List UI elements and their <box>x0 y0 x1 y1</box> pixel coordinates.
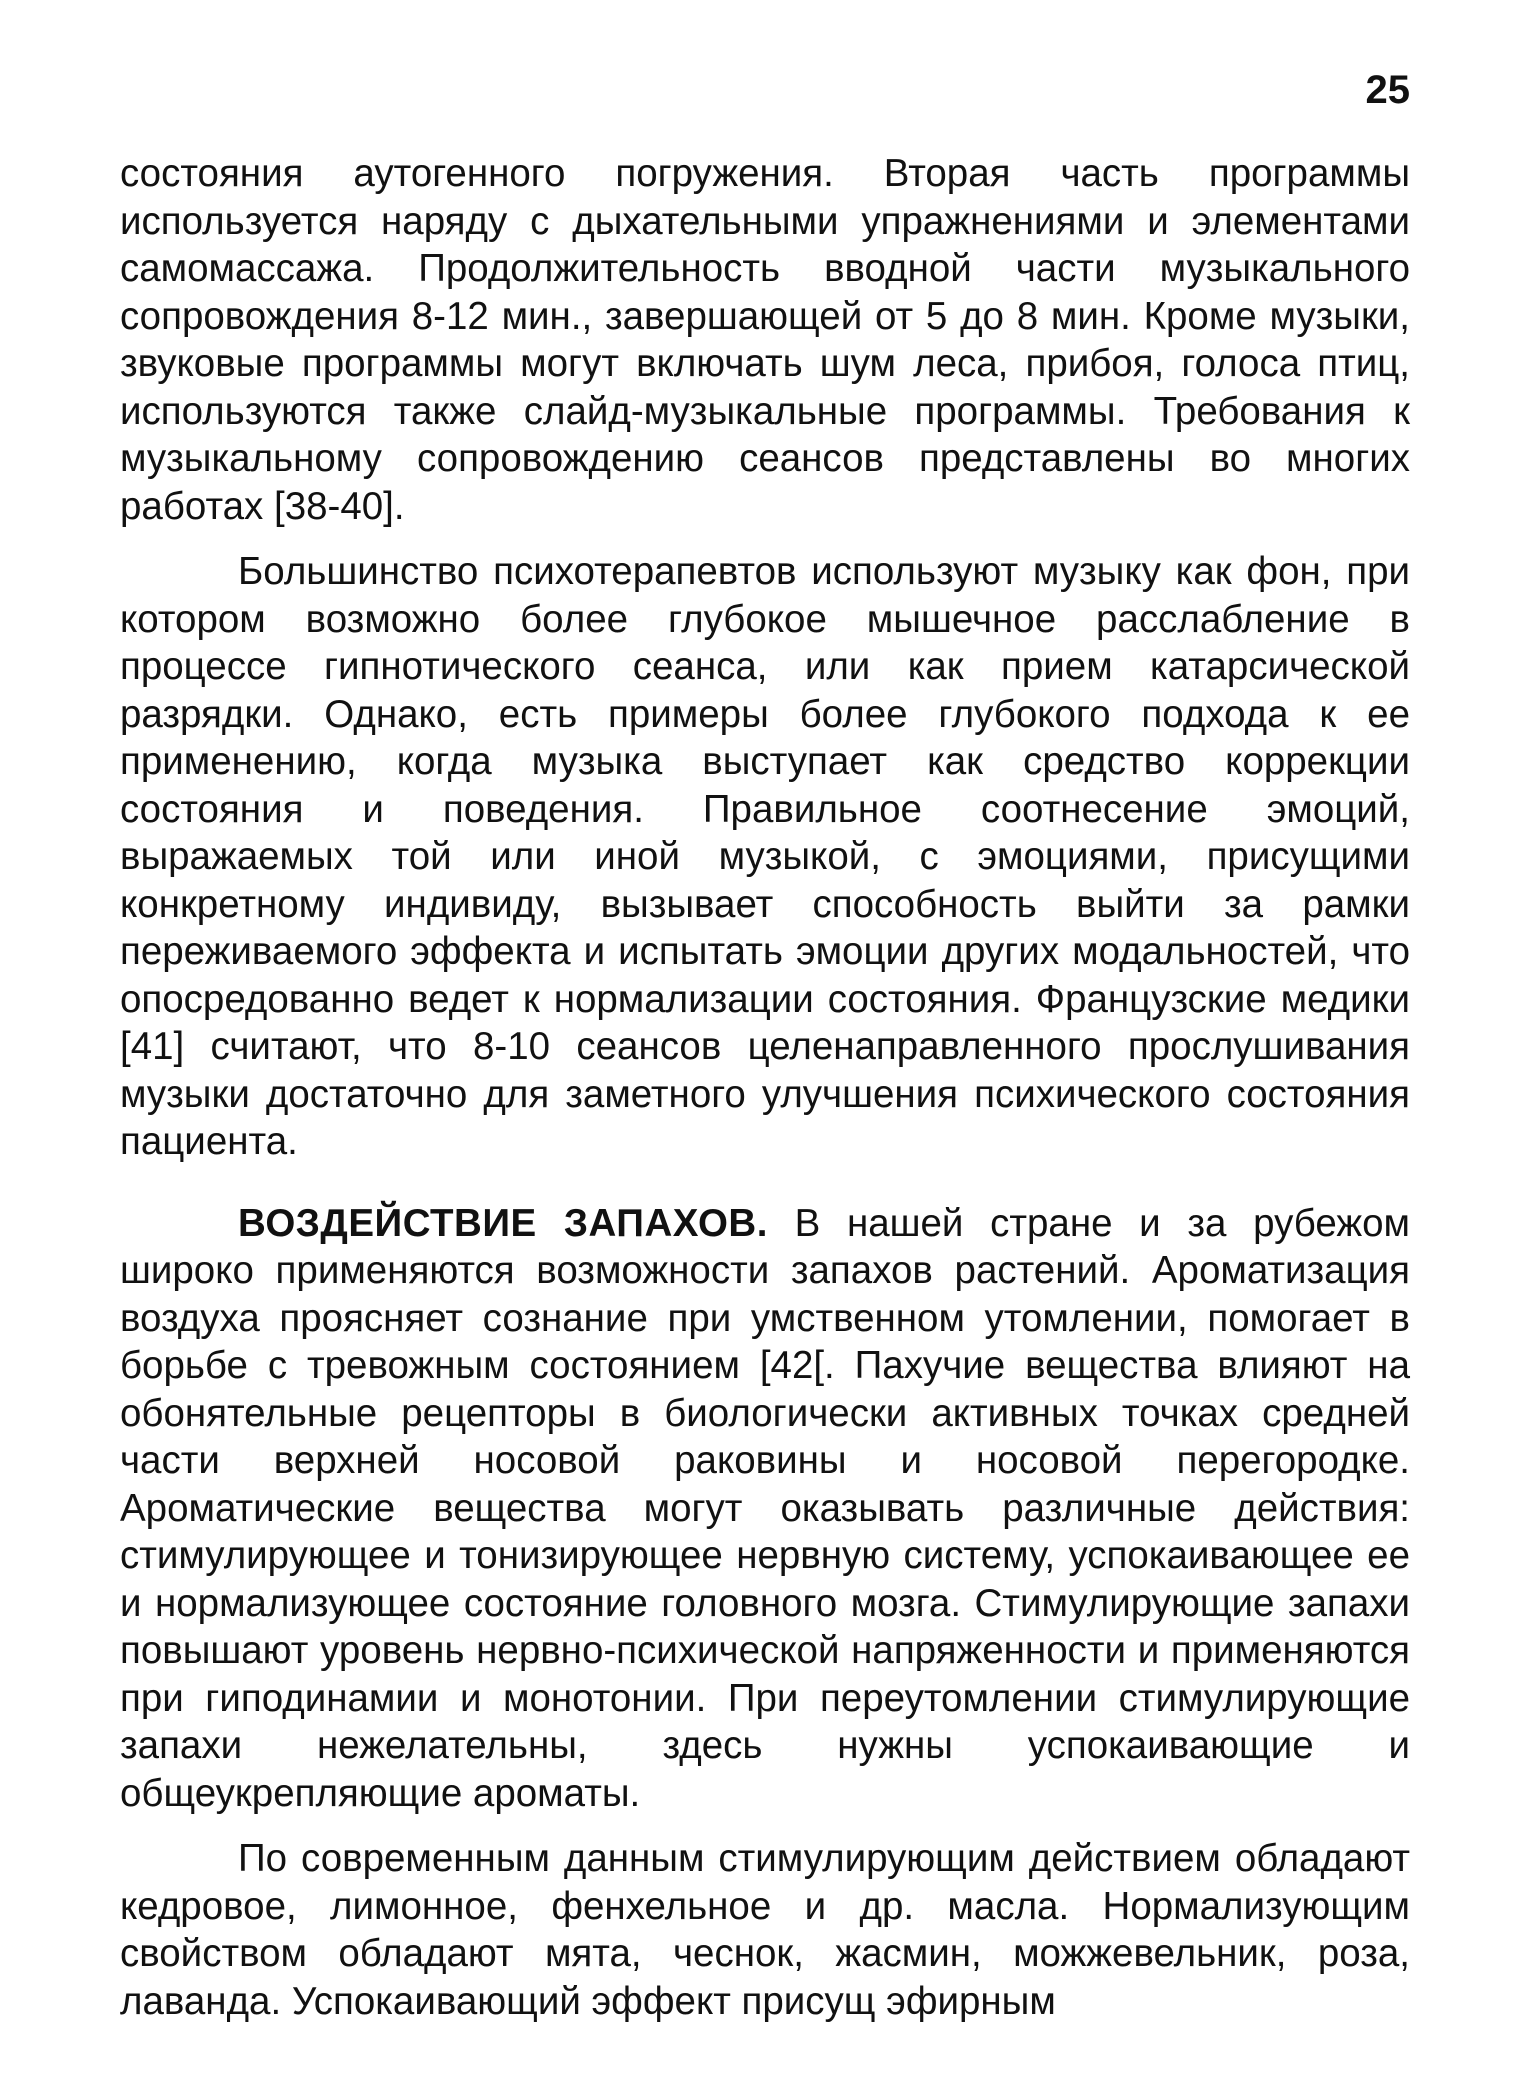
section-heading: ВОЗДЕЙСТВИЕ ЗАПАХОВ. <box>238 1201 768 1245</box>
paragraph-music-psychotherapy: Большинство психотерапевтов используют музыку как фон, при котором возможно более глубокое мышечное расслабление в процессе гипнотического сеанса, или как прием катарсической разрядки. Однако, есть примеры более глубокого подхода к ее применению, когда музыка выступает как средство коррекции состояния и поведения. Правильное соотнесение эмоций, выражаемых той или иной музыкой, с эмоциями, присущими конкретному индивиду, вызывает способность выйти за рамки переживаемого эффекта и испытать эмоции других модальностей, что опосредованно ведет к нормализации состояния. Французские медики [41] считают, что 8-10 сеансов целенаправленного прослушивания музыки достаточно для заметного улучшения психического состояния пациента. <box>120 550 1410 1163</box>
paragraph-smell-effects-text: В нашей стране и за рубежом широко применяются возможности запахов растений. Ароматизация воздуха проясняет сознание при умственном утомлении, помогает в борьбе с тревожным состоянием [42[. Пахучие вещества влияют на обонятельные рецепторы в биологически активных точках средней части верхней носовой раковины и носовой перегородке. Ароматические вещества могут оказывать различные действия: стимулирующее и тонизирующее нервную систему, успокаивающее ее и нормализующее состояние головного мозга. Стимулирующие запахи повышают уровень нервно-психической напряженности и применяются при гиподинамии и монотонии. При переутомлении стимулирующие запахи нежелательны, здесь нужны успокаивающие и общеукрепляющие ароматы. <box>120 1201 1410 1815</box>
paragraph-autogenic-continuation: состояния аутогенного погружения. Вторая часть программы используется наряду с дыхательными упражнениями и элементами самомассажа. Продолжительность вводной части музыкального сопровождения 8-12 мин., завершающей от 5 до 8 мин. Кроме музыки, звуковые программы могут включать шум леса, прибоя, голоса птиц, используются также слайд-музыкальные программы. Требования к музыкальному сопровождению сеансов представлены во многих работах [38-40]. <box>120 152 1410 528</box>
body-text <box>120 150 1410 2025</box>
paragraph-smell-effects <box>120 1200 1410 1818</box>
page-number: 25 <box>1365 68 1410 112</box>
paragraph-oils: По современным данным стимулирующим действием обладают кедровое, лимонное, фенхельное и др. масла. Нормализующим свойством обладают мята, чеснок, жасмин, можжевельник, роза, лаванда. Успокаивающий эффект присущ эфирным <box>120 1837 1410 2023</box>
